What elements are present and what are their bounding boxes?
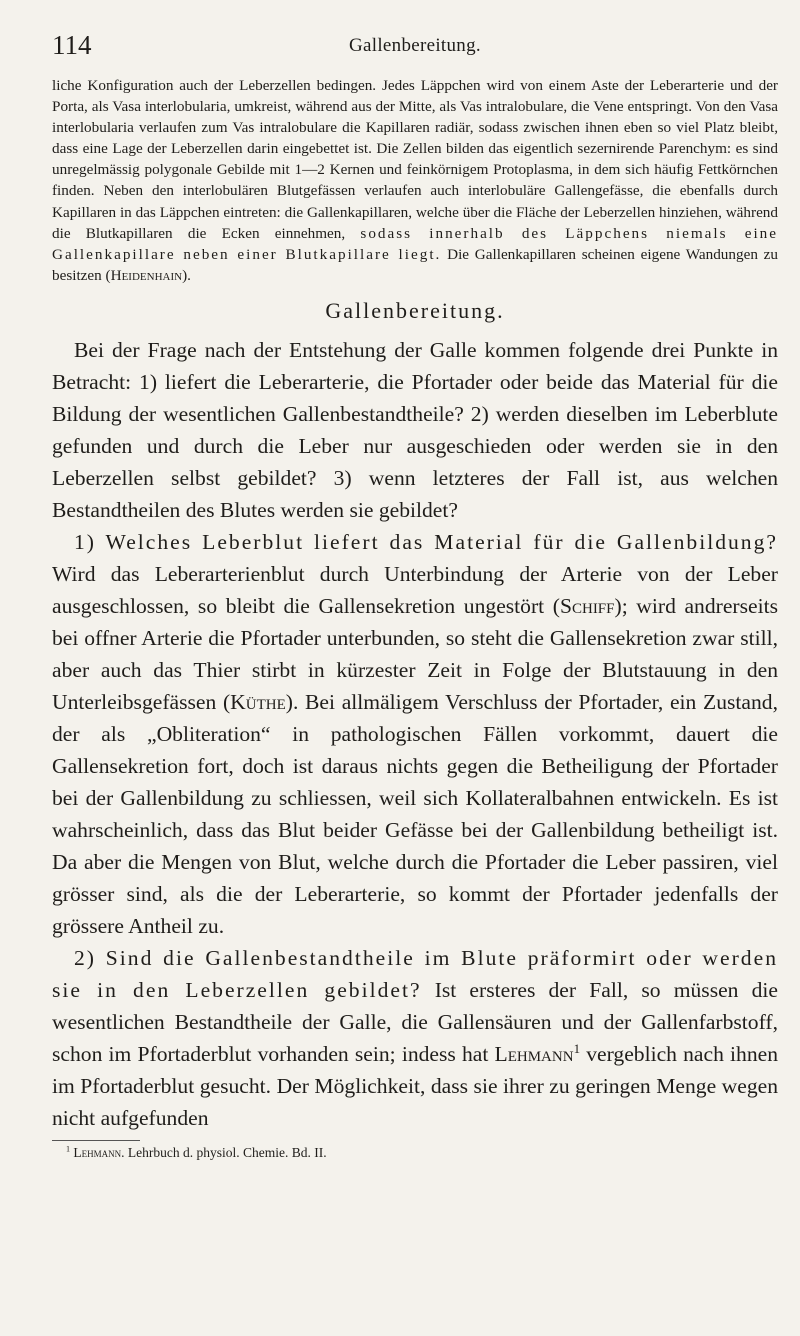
footnote-marker: 1: [573, 1040, 581, 1056]
main-text: [52, 334, 778, 1134]
citation-kuthe: Küthe: [230, 689, 286, 714]
paragraph-2-text: Ist ersteres der Fall, so müssen die wesentlichen Bestandtheile der Galle, die Gallensäuren und der Gallenfarbstoff, schon im Pfortaderblut vorhanden sein; indess hat: [52, 977, 778, 1066]
page-header: [52, 30, 778, 60]
intro-text-2: Die Gallenkapillaren scheinen eigene Wandungen zu besitzen (: [52, 245, 779, 284]
paragraph-1-text-2: ); wird andrerseits bei offner Arterie die Pfortader unterbunden, so steht die Gallensekretion zwar still, aber auch das Thier stirbt in kürzester Zeit in Folge der Blutstauung in den Unterleibsgefässen (: [52, 593, 779, 714]
question-2-heading: 2) Sind die Gallenbestandtheile im Blute präformirt oder werden sie in den Leberzellen gebildet?: [52, 945, 778, 1002]
footnote-rule: [52, 1140, 140, 1141]
footnote-number: 1: [66, 1144, 71, 1154]
citation-lehmann: Lehmann: [494, 1041, 574, 1066]
paragraph-questions: Bei der Frage nach der Entstehung der Galle kommen folgende drei Punkte in Betracht: 1) liefert die Leberarterie, die Pfortader oder beide das Material für die Bildung der wesentlichen Gallenbestandtheile? 2) werden dieselben im Leberblute gefunden und durch die Leber nur ausgeschieden oder werden sie in den Leberzellen selbst gebildet? 3) wenn letzteres der Fall ist, aus welchen Bestandtheilen des Blutes werden sie gebildet?: [52, 337, 778, 522]
intro-paragraph: [52, 75, 778, 286]
paragraph-1: [52, 526, 778, 942]
intro-text-3: ).: [182, 266, 191, 284]
section-title: Gallenbereitung.: [325, 297, 505, 323]
book-page: [52, 30, 778, 1162]
paragraph-1-text-3: ). Bei allmäligem Verschluss der Pfortader, ein Zustand, der als „Obliteration“ in pathologischen Fällen vorkommt, dauert die Gallensekretion fort, doch ist daraus nichts gegen die Betheiligung der Pfortader bei der Gallenbildung zu schliessen, weil sich Kollateralbahnen entwickeln. Es ist wahrscheinlich, dass das Blut beider Gefässe bei der Gallenbildung betheiligt ist. Da aber die Mengen von Blut, welche durch die Pfortader die Leber passiren, viel grösser sind, als die der Leberarterie, so kommt der Pfortader jedenfalls der grössere Antheil zu.: [52, 689, 778, 938]
question-1-heading: 1) Welches Leberblut liefert das Material für die Gallenbildung?: [74, 529, 778, 554]
footnote-author: Lehmann.: [73, 1144, 125, 1160]
paragraph-2-text-2: vergeblich nach ihnen im Pfortaderblut gesucht. Der Möglichkeit, dass sie ihrer zu geringen Menge wegen nicht aufgefunden: [52, 1041, 779, 1130]
footnote-text: Lehrbuch d. physiol. Chemie. Bd. II.: [127, 1144, 327, 1160]
intro-text: liche Konfiguration auch der Leberzellen bedingen. Jedes Läppchen wird von einem Aste der Leberarterie und der Porta, als Vasa interlobularia, umkreist, während aus der Mitte, als Vas intralobulare, die Vene entspringt. Von den Vasa interlobularia verlaufen zum Vas intralobulare die Kapillaren radiär, sodass zwischen ihnen eben so viel Platz bleibt, dass eine Lage der Leberzellen darin eingebettet ist. Die Zellen bilden das eigentlich sezernirende Parenchym: es sind unregelmässig polygonale Gebilde mit 1—2 Kernen und feinkörnigem Protoplasma, in dem sich häufig Fettkörnchen finden. Neben den interlobulären Blutgefässen verlaufen auch interlobuläre Gallengefässe, die ebenfalls durch Kapillaren in das Läppchen eintreten: die Gallenkapillaren, welche über die Fläche der Leberzellen hinziehen, während die Blutkapillaren die Ecken einnehmen,: [52, 77, 778, 242]
citation-heidenhain: Heidenhain: [110, 266, 183, 284]
intro-spaced-text: sodass innerhalb des Läppchens niemals eine Gallenkapillare neben einer Blutkapillare liegt.: [52, 224, 779, 263]
citation-schiff: Schiff: [559, 593, 615, 618]
paragraph-1-text: Wird das Leberarterienblut durch Unterbindung der Arterie von der Leber ausgeschlossen, so bleibt die Gallensekretion ungestört (: [52, 561, 778, 618]
running-title: Gallenbereitung.: [349, 35, 481, 56]
footnote: [52, 1144, 778, 1162]
paragraph-2: [52, 942, 778, 1134]
page-number: 114: [52, 30, 92, 60]
